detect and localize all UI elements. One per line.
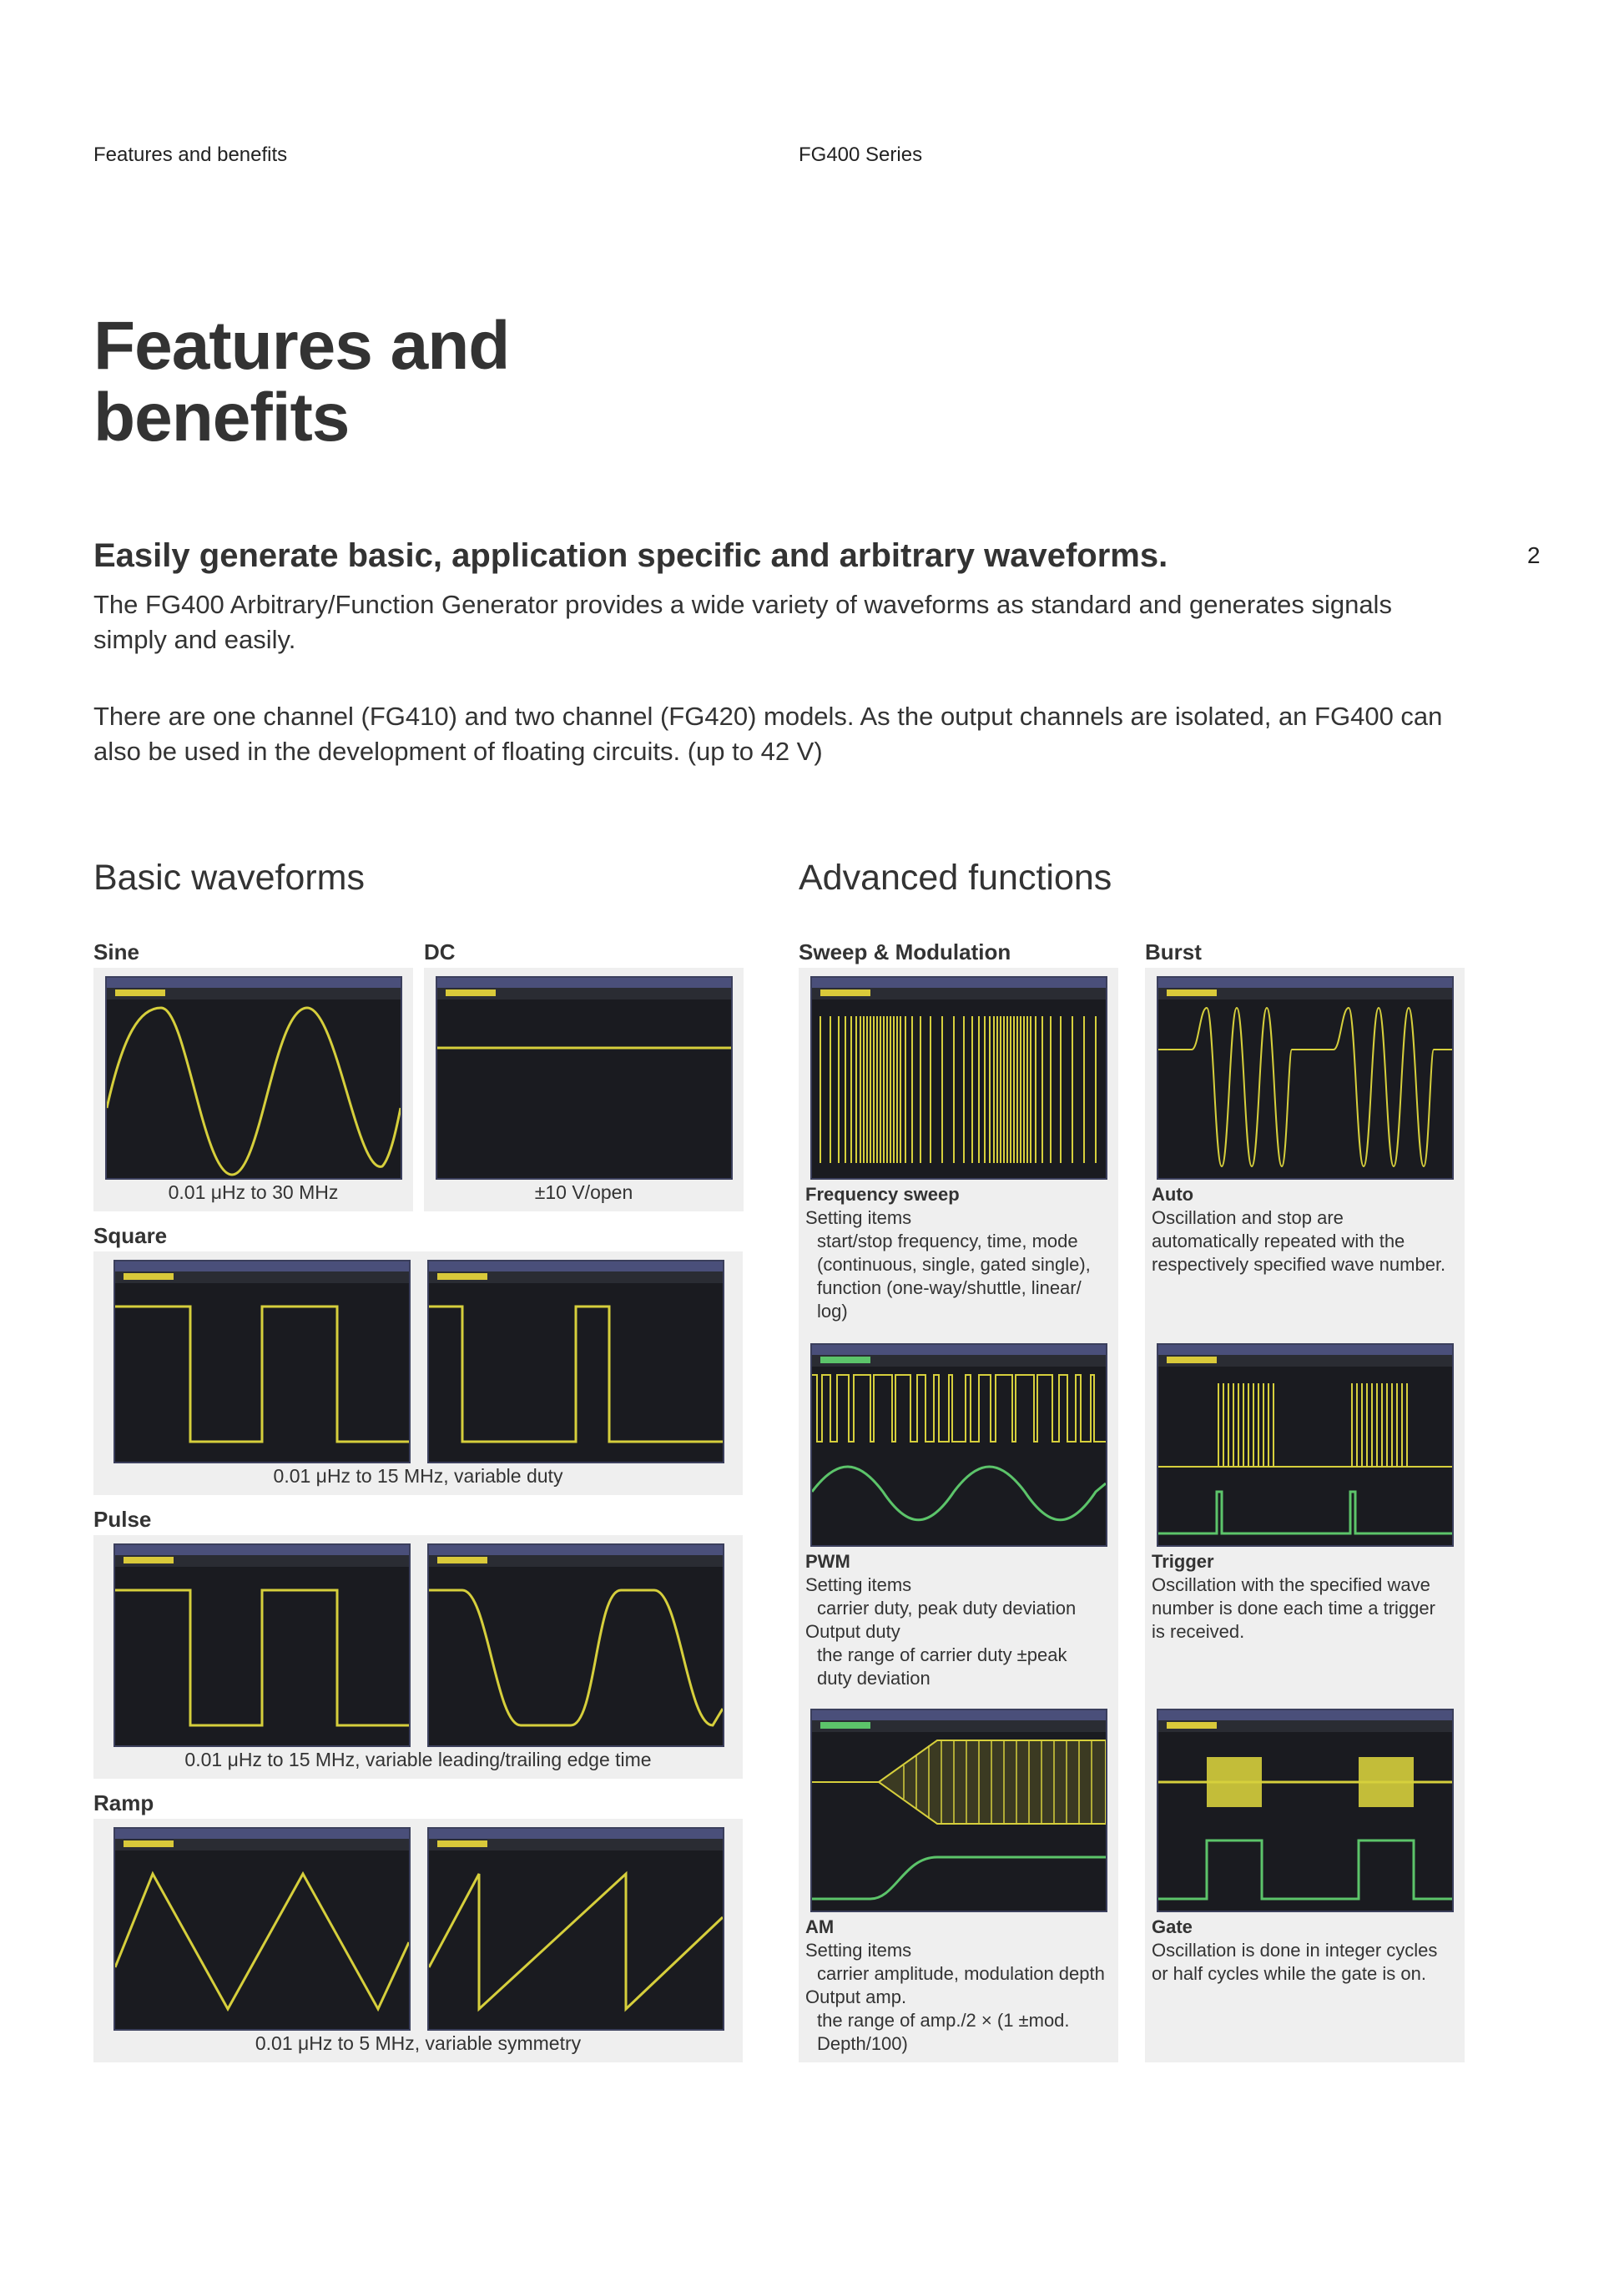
- pwm-line1: Setting items: [805, 1574, 912, 1595]
- auto-caption: [1152, 1183, 1460, 1276]
- am-line1: Setting items: [805, 1940, 912, 1961]
- trigger-line1: Oscillation with the specified wave: [1152, 1574, 1430, 1595]
- pulse-scope-2: [427, 1543, 724, 1747]
- square-trace-2: [429, 1283, 723, 1462]
- ramp-trace-1: [115, 1850, 409, 2029]
- trigger-burst-trace: [1158, 1367, 1452, 1545]
- sine-scope-screen: [105, 976, 402, 1180]
- freq-sweep-line3: (continuous, single, gated single),: [817, 1254, 1091, 1275]
- gate-burst-trace: [1158, 1732, 1452, 1911]
- square-scope-2: [427, 1260, 724, 1463]
- auto-burst-scope: [1157, 976, 1454, 1180]
- freq-sweep-line5: log): [817, 1301, 848, 1322]
- sine-label: Sine: [93, 939, 139, 964]
- advanced-functions-heading: Advanced functions: [799, 858, 1112, 898]
- auto-line3: respectively specified wave number.: [1152, 1254, 1446, 1275]
- gate-burst-scope: [1157, 1709, 1454, 1912]
- page-title-line1: Features and: [93, 308, 510, 384]
- ramp-scope-2: [427, 1827, 724, 2031]
- pwm-line5: duty deviation: [817, 1668, 931, 1689]
- ramp-panel: [93, 1819, 743, 2062]
- am-line5: Depth/100): [817, 2033, 908, 2054]
- freq-sweep-title: Frequency sweep: [805, 1184, 960, 1205]
- sine-trace: [107, 999, 401, 1178]
- page-number: 2: [1527, 542, 1541, 568]
- freq-sweep-trace: [812, 999, 1106, 1178]
- pwm-scope: [810, 1343, 1107, 1547]
- gate-title: Gate: [1152, 1916, 1193, 1937]
- pwm-line2: carrier duty, peak duty deviation: [817, 1598, 1077, 1619]
- ramp-caption: 0.01 μHz to 5 MHz, variable symmetry: [255, 2032, 582, 2054]
- ramp-trace-2: [429, 1850, 723, 2029]
- ramp-label: Ramp: [93, 1790, 154, 1815]
- trigger-burst-scope: [1157, 1343, 1454, 1547]
- square-scope-1: [113, 1260, 411, 1463]
- square-caption: 0.01 μHz to 15 MHz, variable duty: [273, 1465, 563, 1487]
- square-label: Square: [93, 1223, 168, 1248]
- subheading: Easily generate basic, application specific and arbitrary waveforms.: [93, 537, 1168, 574]
- am-line2: carrier amplitude, modulation depth: [817, 1963, 1105, 1984]
- am-trace: [812, 1732, 1106, 1911]
- gate-line1: Oscillation is done in integer cycles: [1152, 1940, 1438, 1961]
- ramp-scope-1: [113, 1827, 411, 2031]
- freq-sweep-line4: function (one-way/shuttle, linear/: [817, 1277, 1082, 1298]
- dc-trace: [437, 999, 731, 1178]
- pulse-trace-1: [115, 1567, 409, 1745]
- dc-caption: ±10 V/open: [534, 1181, 633, 1203]
- trigger-line3: is received.: [1152, 1621, 1245, 1642]
- header-series-label: FG400 Series: [799, 144, 923, 166]
- auto-title: Auto: [1152, 1184, 1194, 1205]
- pulse-label: Pulse: [93, 1507, 152, 1532]
- intro-paragraph-2: There are one channel (FG410) and two channel (FG420) models. As the output channels are isolated, an FG400 can also be used in the development of floating circuits. (up to 42 V): [93, 702, 1443, 766]
- dc-scope-screen: [436, 976, 733, 1180]
- auto-line1: Oscillation and stop are: [1152, 1207, 1344, 1228]
- header-section-label: Features and benefits: [93, 144, 288, 166]
- freq-sweep-line1: Setting items: [805, 1207, 912, 1228]
- pwm-line4: the range of carrier duty ±peak: [817, 1644, 1067, 1665]
- sine-caption: 0.01 μHz to 30 MHz: [168, 1181, 339, 1203]
- auto-burst-trace: [1158, 999, 1452, 1178]
- freq-sweep-scope: [810, 976, 1107, 1180]
- square-panel: [93, 1251, 743, 1495]
- pulse-panel: [93, 1535, 743, 1779]
- am-scope: [810, 1709, 1107, 1912]
- trigger-title: Trigger: [1152, 1551, 1214, 1572]
- dc-label: DC: [424, 939, 456, 964]
- freq-sweep-line2: start/stop frequency, time, mode: [817, 1231, 1078, 1251]
- sine-panel: [93, 968, 413, 1211]
- pulse-scope-1: [113, 1543, 411, 1747]
- am-title: AM: [805, 1916, 835, 1937]
- pwm-trace: [812, 1367, 1106, 1545]
- basic-waveforms-heading: Basic waveforms: [93, 858, 365, 898]
- pulse-caption: 0.01 μHz to 15 MHz, variable leading/trailing edge time: [184, 1749, 652, 1770]
- gate-line2: or half cycles while the gate is on.: [1152, 1963, 1426, 1984]
- pulse-trace-2: [429, 1567, 723, 1745]
- am-caption: [805, 1916, 1114, 2056]
- am-line3: Output amp.: [805, 1986, 907, 2007]
- trigger-line2: number is done each time a trigger: [1152, 1598, 1435, 1619]
- pwm-line3: Output duty: [805, 1621, 900, 1642]
- trigger-caption: [1152, 1550, 1460, 1644]
- pwm-title: PWM: [805, 1551, 850, 1572]
- square-trace-1: [115, 1283, 409, 1462]
- burst-label: Burst: [1145, 939, 1202, 964]
- pwm-caption: [805, 1550, 1114, 1690]
- page-title: [93, 310, 845, 454]
- gate-caption: [1152, 1916, 1460, 1986]
- am-line4: the range of amp./2 × (1 ±mod.: [817, 2010, 1070, 2031]
- freq-sweep-caption: [805, 1183, 1114, 1323]
- dc-panel: [424, 968, 744, 1211]
- sweep-modulation-label: Sweep & Modulation: [799, 939, 1011, 964]
- page-title-line2: benefits: [93, 380, 350, 456]
- intro-paragraph-1: The FG400 Arbitrary/Function Generator provides a wide variety of waveforms as standard and generates signals simply and easily.: [93, 590, 1392, 654]
- auto-line2: automatically repeated with the: [1152, 1231, 1405, 1251]
